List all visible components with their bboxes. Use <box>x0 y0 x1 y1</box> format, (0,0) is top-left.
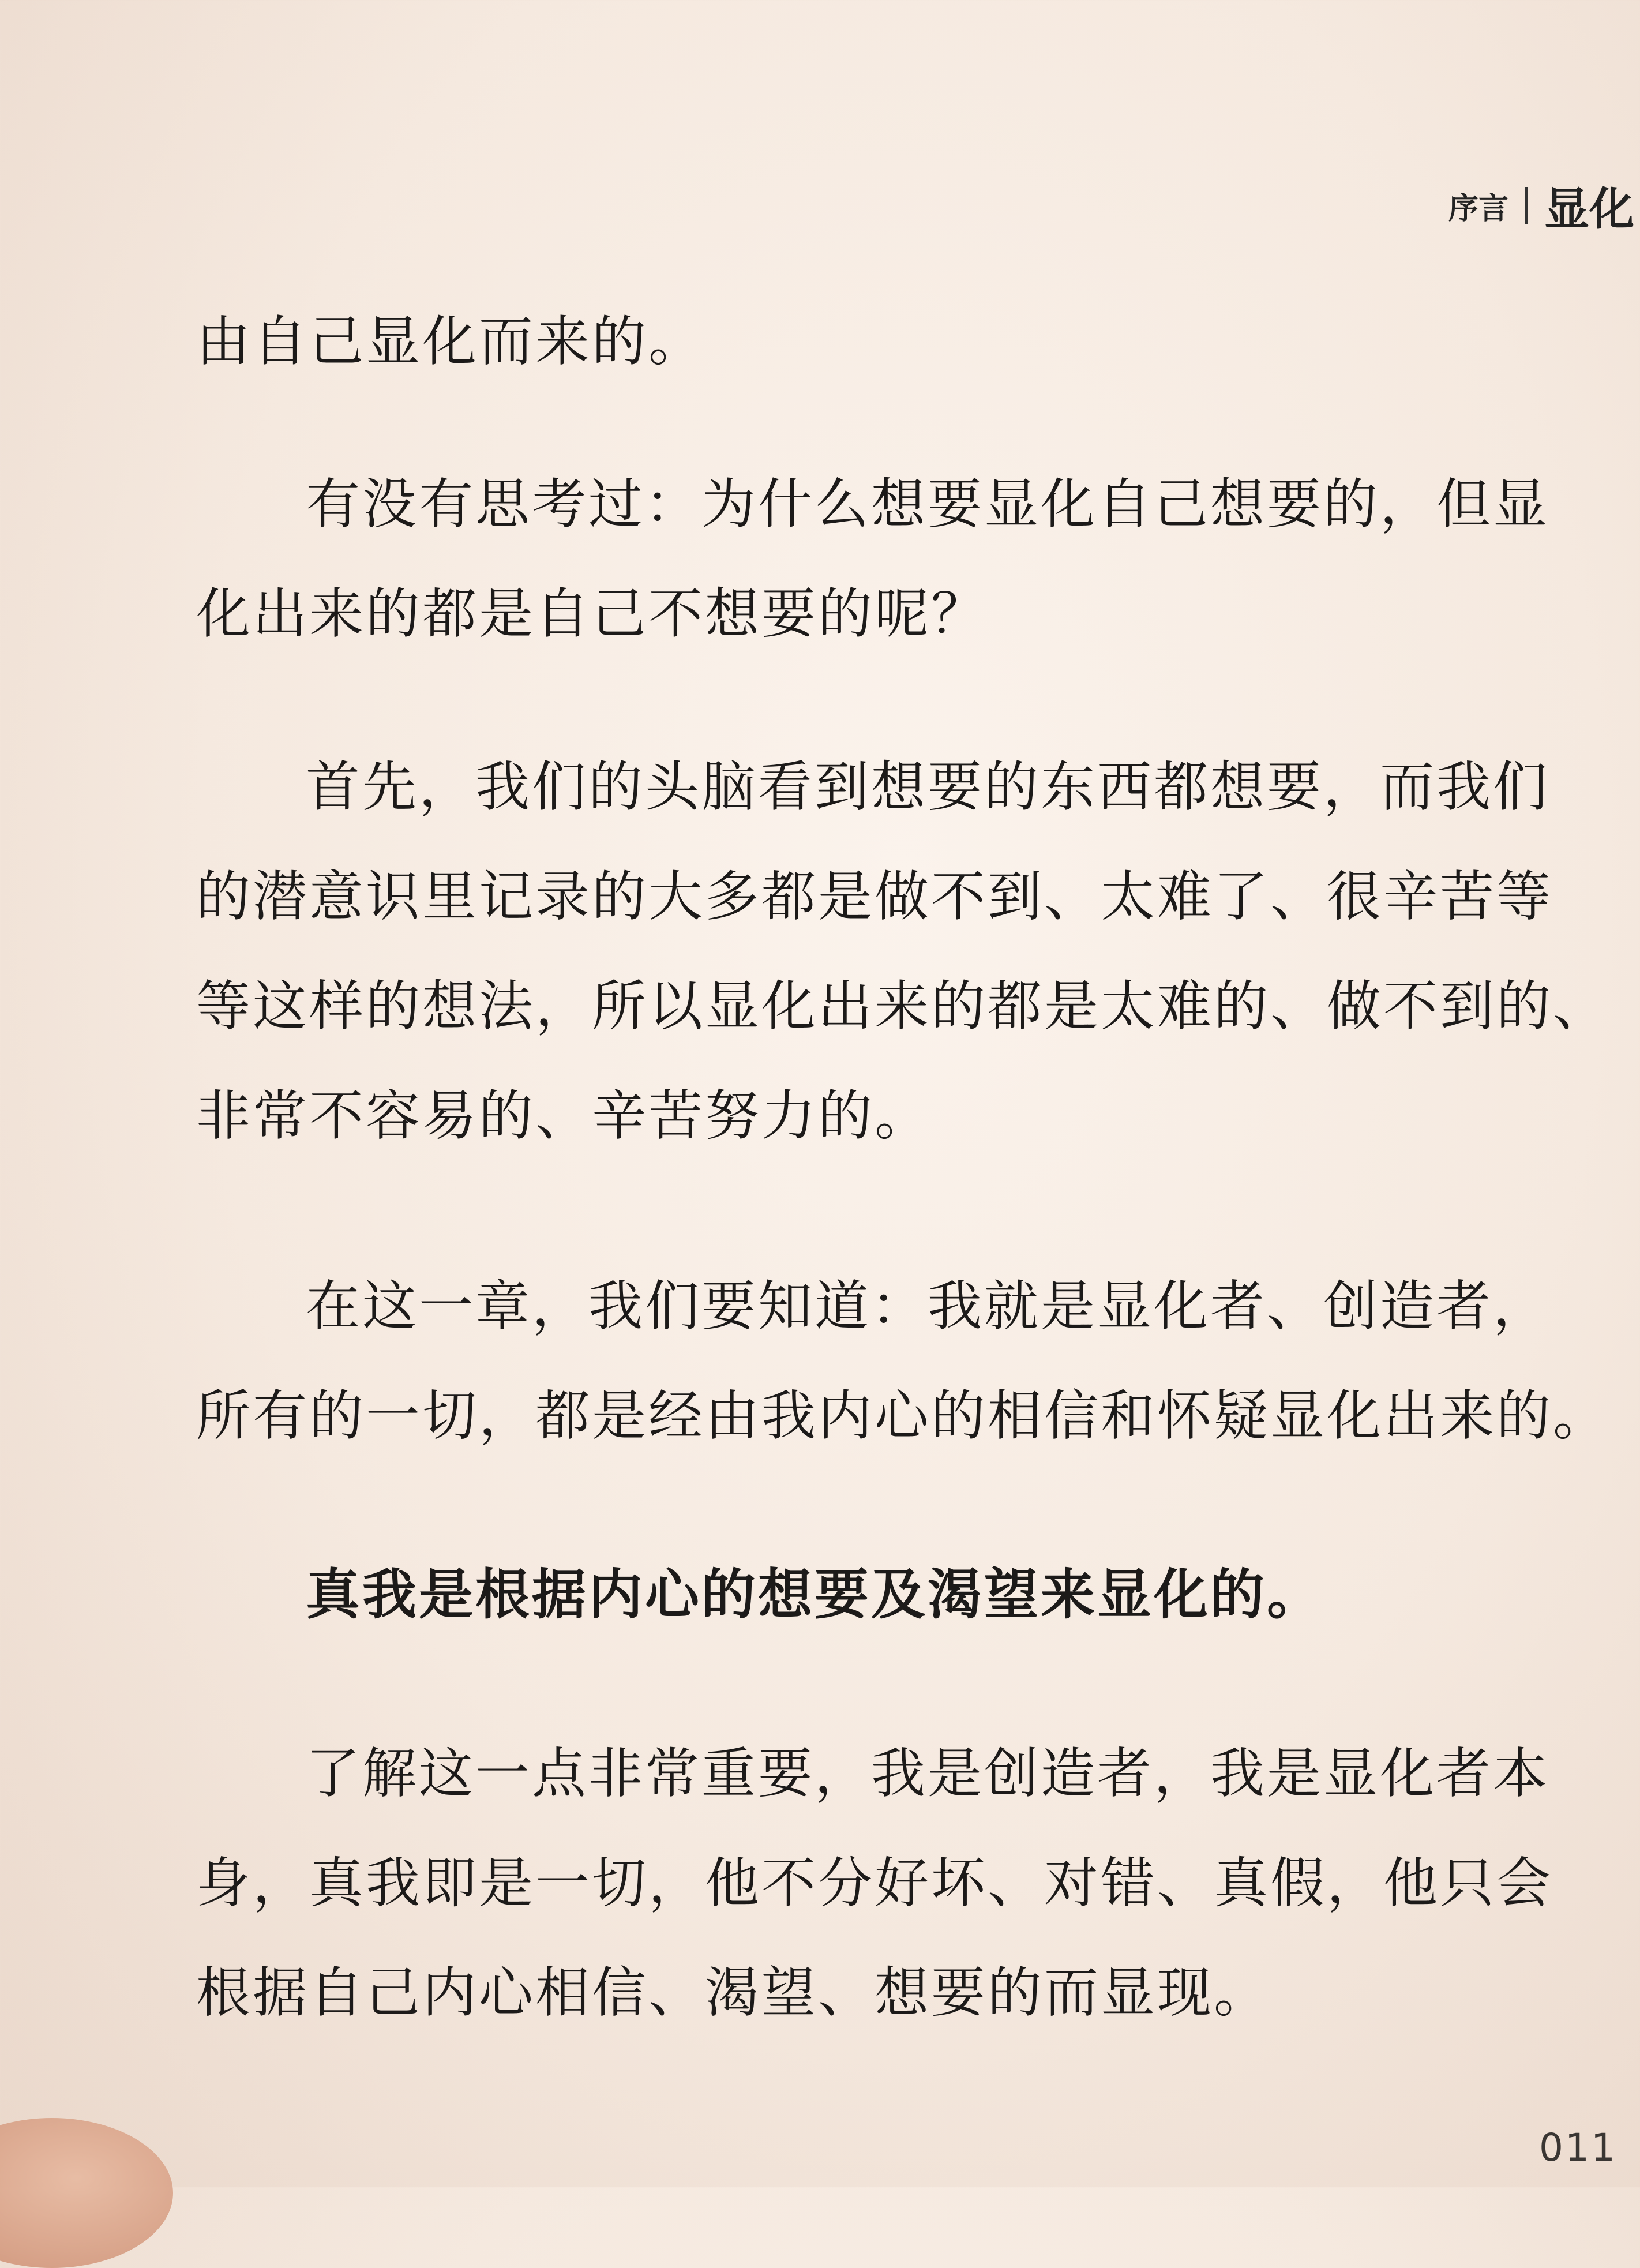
header-section-label: 序言 <box>1448 190 1508 226</box>
text-line: 的潜意识里记录的大多都是做不到、太难了、很辛苦等 <box>196 865 1553 928</box>
text-line: 首先，我们的头脑看到想要的东西都想要，而我们 <box>306 756 1550 819</box>
paragraph-3 <box>196 733 1610 1171</box>
paragraph-6 <box>196 1719 1575 2048</box>
header-chapter-title: 显化 <box>1544 183 1634 235</box>
text-line: 根据自己内心相信、渴望、想要的而显现。 <box>196 1962 1271 2025</box>
text-line: 非常不容易的、辛苦努力的。 <box>196 1085 932 1148</box>
text-line: 所有的一切，都是经由我内心的相信和怀疑显化出来的。 <box>196 1385 1610 1448</box>
running-header <box>1448 173 1634 238</box>
finger-shadow <box>0 2118 173 2268</box>
text-line: 等这样的想法，所以显化出来的都是太难的、做不到的、 <box>196 975 1610 1038</box>
text-line: 由自己显化而来的。 <box>196 310 705 373</box>
header-divider <box>1525 187 1528 224</box>
text-line: 化出来的都是自己不想要的呢？ <box>196 583 988 646</box>
text-line: 有没有思考过：为什么想要显化自己想要的，但显 <box>306 473 1550 536</box>
text-line: 在这一章，我们要知道：我就是显化者、创造者， <box>306 1275 1550 1338</box>
paragraph-1 <box>196 287 1575 397</box>
paragraph-5-emphasis <box>196 1540 1575 1650</box>
page-number: 011 <box>1539 2125 1617 2170</box>
text-line: 了解这一点非常重要，我是创造者，我是显化者本 <box>306 1742 1550 1805</box>
text-line: 身，真我即是一切，他不分好坏、对错、真假，他只会 <box>196 1852 1553 1915</box>
paragraph-2 <box>196 450 1575 669</box>
paragraph-4 <box>196 1252 1610 1471</box>
text-line: 真我是根据内心的想要及渴望来显化的。 <box>306 1564 1324 1626</box>
